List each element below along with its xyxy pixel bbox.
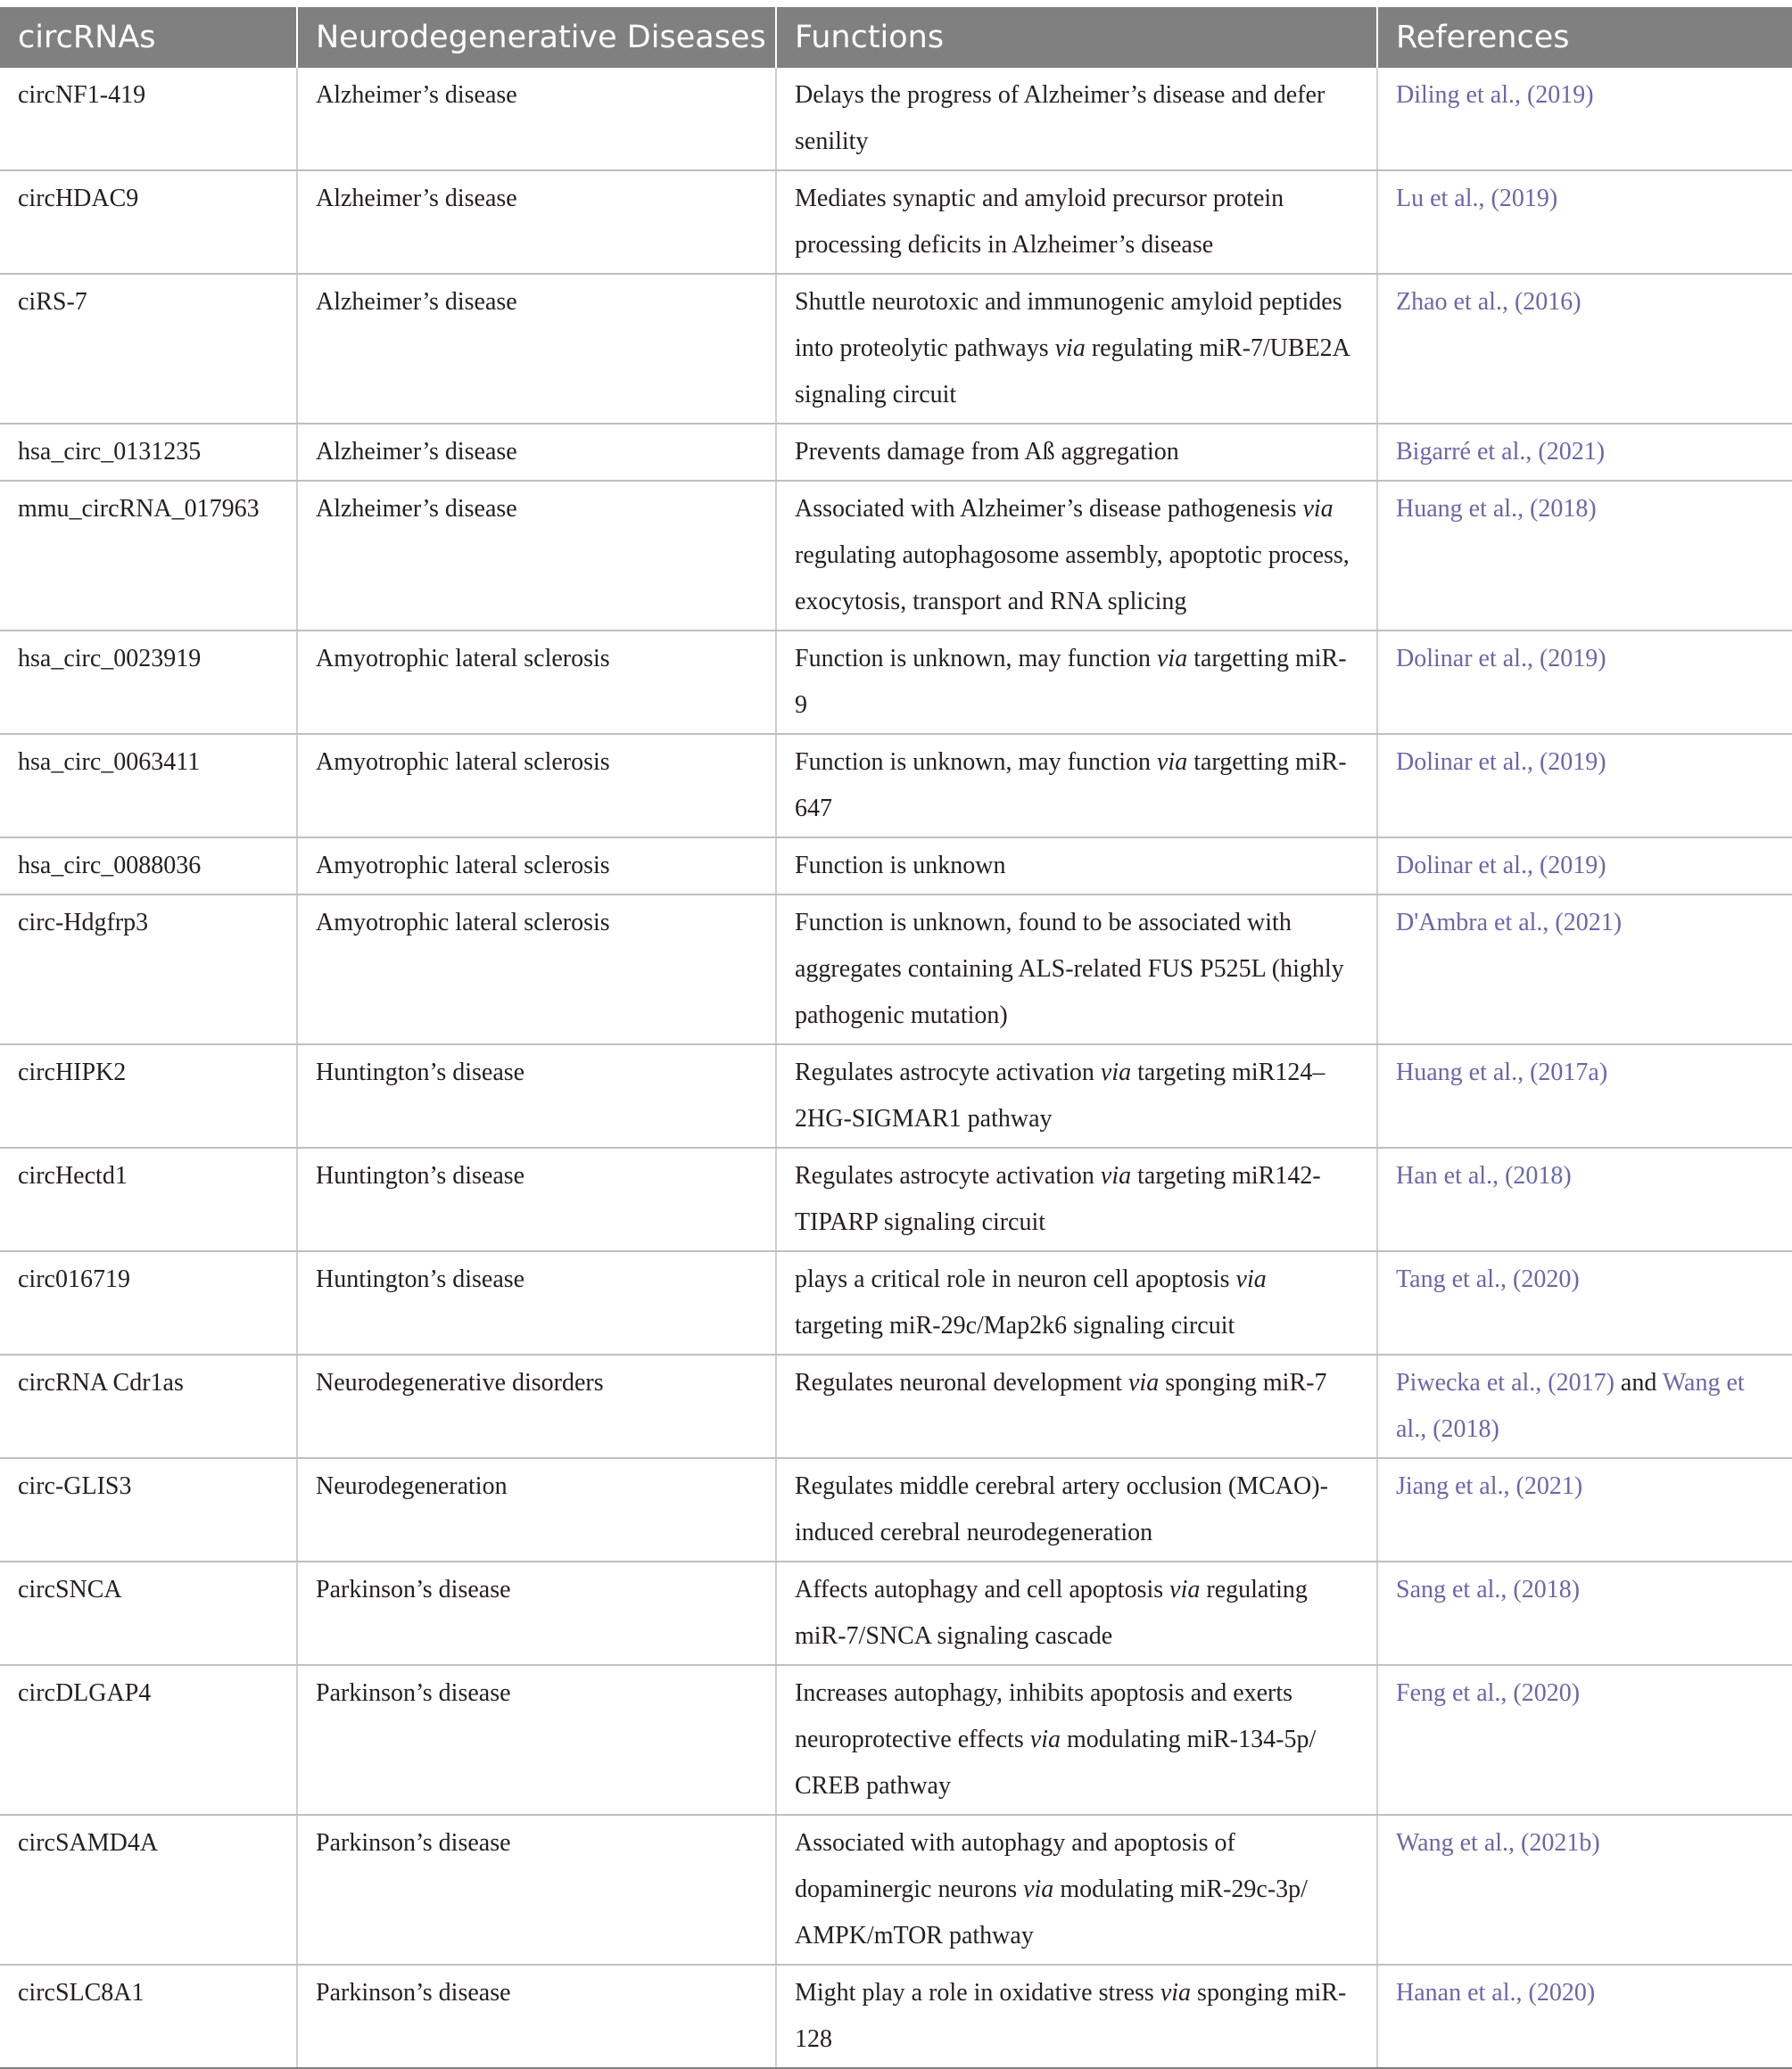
cell-circrna: hsa_circ_0063411 (0, 734, 297, 837)
cell-circrna: ciRS-7 (0, 274, 297, 424)
cell-reference (1377, 1251, 1792, 1355)
reference-link[interactable]: Dolinar et al., (2019) (1396, 645, 1606, 672)
table-row (0, 734, 1792, 837)
cell-reference (1377, 1044, 1792, 1148)
cell-function (776, 1562, 1377, 1665)
table-row (0, 424, 1792, 481)
table-row (0, 1148, 1792, 1251)
cell-reference (1377, 1355, 1792, 1458)
cell-disease: Neurodegenerative disorders (297, 1355, 776, 1458)
function-text: Associated with autophagy and apoptosis of dopaminergic neurons (795, 1829, 1235, 1903)
cell-function (776, 631, 1377, 734)
cell-function (776, 1355, 1377, 1458)
function-text: Associated with Alzheimer’s disease pathogenesis (795, 495, 1303, 523)
function-text: Function is unknown, found to be associated with aggregates containing ALS-related FUS P525L (highly pathogenic mutation) (795, 909, 1344, 1029)
table-row (0, 1458, 1792, 1562)
reference-conjunction: and (1614, 1369, 1663, 1397)
cell-disease: Amyotrophic lateral sclerosis (297, 837, 776, 894)
function-text: regulating autophagosome assembly, apoptotic process, exocytosis, transport and RNA splicing (795, 541, 1350, 615)
function-italic-term: via (1100, 1059, 1132, 1086)
cell-circrna: circDLGAP4 (0, 1665, 297, 1815)
reference-link[interactable]: Jiang et al., (2021) (1396, 1472, 1583, 1500)
cell-function (776, 1251, 1377, 1355)
table-row (0, 1355, 1792, 1458)
function-text: sponging miR-128 (795, 1979, 1347, 2053)
cell-disease: Amyotrophic lateral sclerosis (297, 894, 776, 1044)
cell-disease: Parkinson’s disease (297, 1965, 776, 2068)
reference-link[interactable]: Zhao et al., (2016) (1396, 288, 1581, 316)
function-text: Regulates astrocyte activation (795, 1162, 1101, 1190)
function-text: regulating miR-7/SNCA signaling cascade (795, 1576, 1308, 1650)
cell-circrna: circSLC8A1 (0, 1965, 297, 2068)
cell-reference (1377, 631, 1792, 734)
table-row (0, 631, 1792, 734)
function-italic-term: via (1156, 645, 1188, 672)
table-row (0, 1665, 1792, 1815)
cell-function (776, 894, 1377, 1044)
reference-link[interactable]: Sang et al., (2018) (1396, 1576, 1581, 1603)
header-row (0, 7, 1792, 68)
header-circrnas: circRNAs (0, 7, 297, 68)
cell-disease: Huntington’s disease (297, 1251, 776, 1355)
cell-function (776, 481, 1377, 631)
cell-disease: Alzheimer’s disease (297, 481, 776, 631)
function-text: targetting miR-647 (795, 748, 1347, 822)
cell-reference (1377, 837, 1792, 894)
cell-disease: Alzheimer’s disease (297, 68, 776, 170)
cell-reference (1377, 68, 1792, 170)
reference-link[interactable]: Huang et al., (2017a) (1396, 1059, 1608, 1086)
function-italic-term: via (1128, 1369, 1160, 1397)
cell-function (776, 1458, 1377, 1562)
cell-disease: Huntington’s disease (297, 1044, 776, 1148)
reference-link[interactable]: Dolinar et al., (2019) (1396, 748, 1606, 776)
function-text: Might play a role in oxidative stress (795, 1979, 1160, 2007)
cell-function (776, 1665, 1377, 1815)
table-body (0, 68, 1792, 2068)
cell-disease: Alzheimer’s disease (297, 424, 776, 481)
function-text: Function is unknown, may function (795, 645, 1157, 672)
circrna-table (0, 7, 1792, 2069)
cell-reference (1377, 1665, 1792, 1815)
function-text: Regulates astrocyte activation (795, 1059, 1101, 1086)
cell-reference (1377, 1815, 1792, 1965)
cell-disease: Alzheimer’s disease (297, 274, 776, 424)
function-italic-term: via (1100, 1162, 1132, 1190)
cell-reference (1377, 1458, 1792, 1562)
header-diseases: Neurodegenerative Diseases (297, 7, 776, 68)
function-text: Delays the progress of Alzheimer’s disease and defer senility (795, 81, 1325, 155)
table-row (0, 894, 1792, 1044)
reference-link[interactable]: Huang et al., (2018) (1396, 495, 1597, 523)
function-italic-term: via (1235, 1265, 1267, 1293)
cell-reference (1377, 170, 1792, 274)
table-row (0, 1965, 1792, 2068)
table-header (0, 7, 1792, 68)
function-text: Prevents damage from Aß aggregation (795, 438, 1179, 466)
function-italic-term: via (1054, 334, 1086, 362)
cell-function (776, 734, 1377, 837)
cell-function (776, 170, 1377, 274)
function-text: targeting miR142-TIPARP signaling circuit (795, 1162, 1321, 1236)
cell-function (776, 1148, 1377, 1251)
cell-function (776, 837, 1377, 894)
reference-link[interactable]: D'Ambra et al., (2021) (1396, 909, 1623, 936)
function-italic-term: via (1169, 1576, 1201, 1603)
cell-reference (1377, 1148, 1792, 1251)
cell-circrna: hsa_circ_0088036 (0, 837, 297, 894)
cell-function (776, 1965, 1377, 2068)
cell-function (776, 274, 1377, 424)
cell-disease: Huntington’s disease (297, 1148, 776, 1251)
function-text: Affects autophagy and cell apoptosis (795, 1576, 1170, 1603)
reference-link[interactable]: Lu et al., (2019) (1396, 185, 1558, 212)
function-text: Function is unknown (795, 852, 1006, 879)
reference-link[interactable]: Bigarré et al., (2021) (1396, 438, 1606, 466)
function-text: Mediates synaptic and amyloid precursor protein processing deficits in Alzheimer’s disease (795, 185, 1284, 259)
cell-disease: Parkinson’s disease (297, 1665, 776, 1815)
cell-circrna: circRNA Cdr1as (0, 1355, 297, 1458)
cell-reference (1377, 481, 1792, 631)
cell-circrna: circNF1-419 (0, 68, 297, 170)
cell-reference (1377, 1965, 1792, 2068)
cell-circrna: circ-Hdgfrp3 (0, 894, 297, 1044)
cell-reference (1377, 734, 1792, 837)
cell-circrna: circ-GLIS3 (0, 1458, 297, 1562)
cell-disease: Amyotrophic lateral sclerosis (297, 631, 776, 734)
reference-link[interactable]: Wang et al., (2021b) (1396, 1829, 1600, 1857)
function-italic-term: via (1023, 1875, 1054, 1903)
cell-circrna: hsa_circ_0131235 (0, 424, 297, 481)
function-text: modulating miR-29c-3p/ AMPK/mTOR pathway (795, 1875, 1308, 1949)
cell-reference (1377, 274, 1792, 424)
table-row (0, 1815, 1792, 1965)
table-row (0, 837, 1792, 894)
reference-link[interactable]: Wang et al., (2018) (1396, 1369, 1745, 1443)
reference-link[interactable]: Dolinar et al., (2019) (1396, 852, 1606, 879)
function-text: targeting miR-29c/Map2k6 signaling circuit (795, 1312, 1235, 1339)
cell-circrna: circHIPK2 (0, 1044, 297, 1148)
cell-reference (1377, 1562, 1792, 1665)
function-text: Regulates neuronal development (795, 1369, 1128, 1397)
header-references: References (1377, 7, 1792, 68)
cell-disease: Parkinson’s disease (297, 1562, 776, 1665)
function-text: Increases autophagy, inhibits apoptosis and exerts neuroprotective effects (795, 1679, 1293, 1753)
reference-link[interactable]: Hanan et al., (2020) (1396, 1979, 1596, 2007)
function-text: targetting miR-9 (795, 645, 1347, 719)
cell-circrna: circSAMD4A (0, 1815, 297, 1965)
function-italic-term: via (1302, 495, 1334, 523)
cell-circrna: circHectd1 (0, 1148, 297, 1251)
table-row (0, 1562, 1792, 1665)
cell-function (776, 424, 1377, 481)
reference-link[interactable]: Piwecka et al., (2017) (1396, 1369, 1614, 1397)
header-functions: Functions (776, 7, 1377, 68)
cell-circrna: circ016719 (0, 1251, 297, 1355)
cell-reference (1377, 894, 1792, 1044)
function-text: Function is unknown, may function (795, 748, 1157, 776)
table-row (0, 170, 1792, 274)
reference-link[interactable]: Han et al., (2018) (1396, 1162, 1572, 1190)
table-row (0, 68, 1792, 170)
cell-circrna: circHDAC9 (0, 170, 297, 274)
cell-circrna: mmu_circRNA_017963 (0, 481, 297, 631)
cell-circrna: circSNCA (0, 1562, 297, 1665)
function-text: modulating miR-134-5p/ CREB pathway (795, 1726, 1317, 1800)
reference-link[interactable]: Diling et al., (2019) (1396, 81, 1594, 109)
cell-circrna: hsa_circ_0023919 (0, 631, 297, 734)
function-text: sponging miR-7 (1159, 1369, 1327, 1397)
table-row (0, 1044, 1792, 1148)
reference-link[interactable]: Tang et al., (2020) (1396, 1265, 1580, 1293)
function-italic-term: via (1029, 1726, 1061, 1753)
cell-disease: Amyotrophic lateral sclerosis (297, 734, 776, 837)
cell-function (776, 1815, 1377, 1965)
cell-reference (1377, 424, 1792, 481)
function-text: Regulates middle cerebral artery occlusion (MCAO)-induced cerebral neurodegeneration (795, 1472, 1328, 1546)
cell-disease: Neurodegeneration (297, 1458, 776, 1562)
function-text: plays a critical role in neuron cell apoptosis (795, 1265, 1236, 1293)
function-text: Shuttle neurotoxic and immunogenic amyloid peptides into proteolytic pathways (795, 288, 1342, 362)
function-italic-term: via (1160, 1979, 1192, 2007)
function-text: regulating miR-7/UBE2A signaling circuit (795, 334, 1350, 408)
cell-function (776, 1044, 1377, 1148)
cell-disease: Parkinson’s disease (297, 1815, 776, 1965)
cell-disease: Alzheimer’s disease (297, 170, 776, 274)
table-row (0, 274, 1792, 424)
reference-link[interactable]: Feng et al., (2020) (1396, 1679, 1581, 1707)
function-italic-term: via (1156, 748, 1188, 776)
table-row (0, 481, 1792, 631)
table-row (0, 1251, 1792, 1355)
cell-function (776, 68, 1377, 170)
function-text: targeting miR124–2HG-SIGMAR1 pathway (795, 1059, 1325, 1133)
